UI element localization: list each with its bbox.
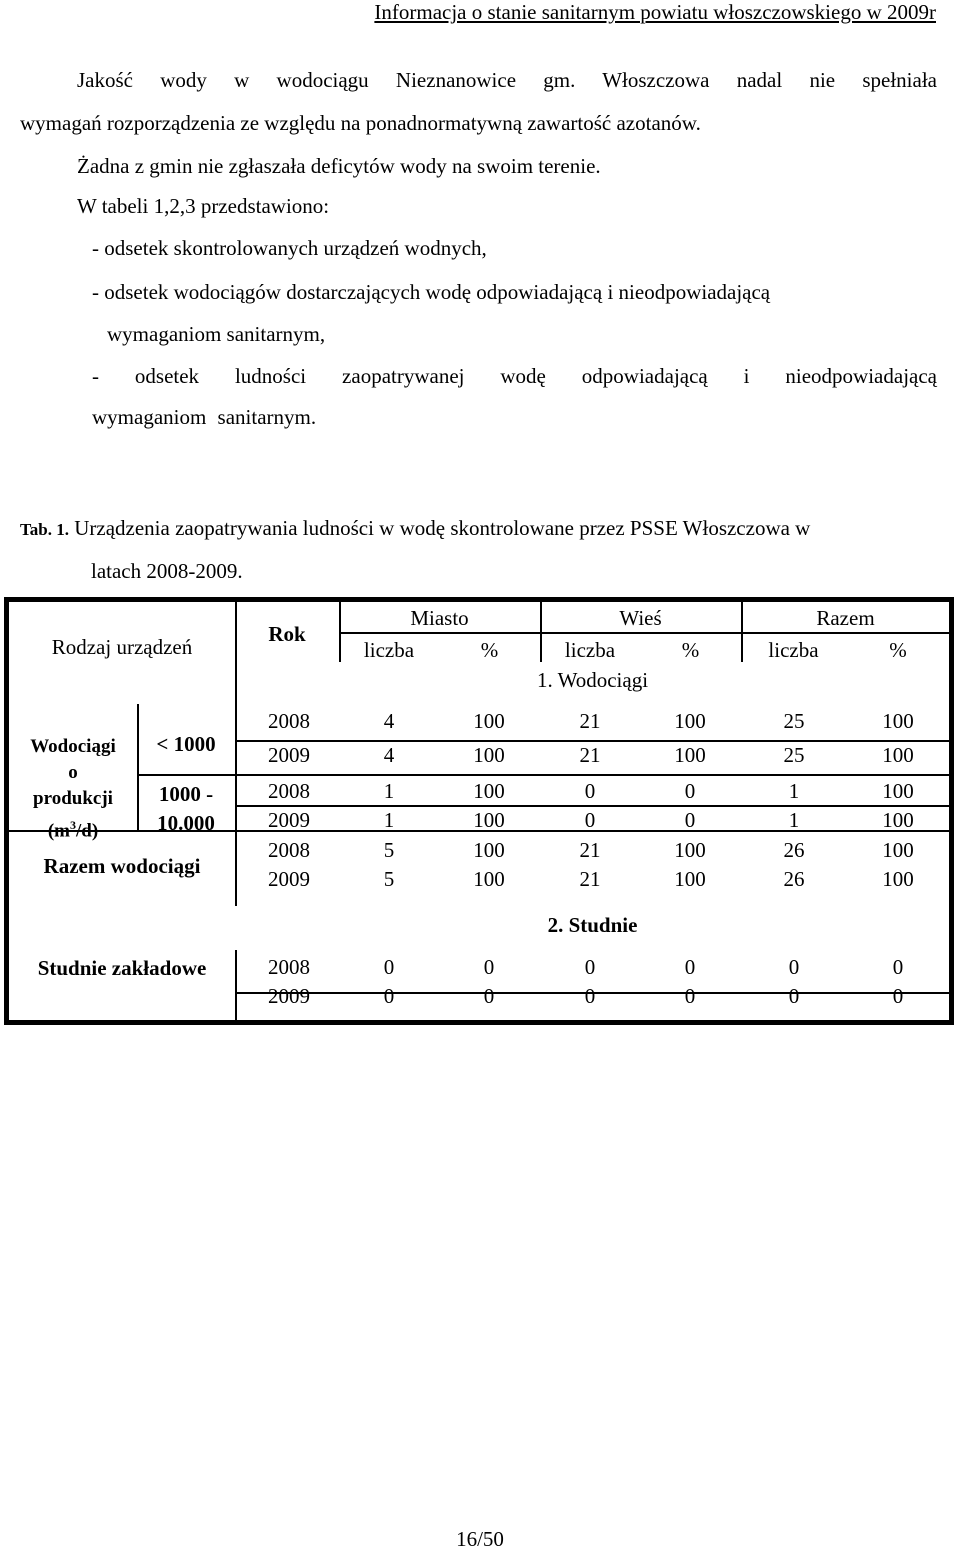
table-cell: 0: [584, 984, 596, 1008]
paragraph-line: W tabeli 1,2,3 przedstawiono:: [77, 194, 330, 218]
table-cell: 100: [674, 867, 706, 891]
paragraph-line: wymagań rozporządzenia ze względu na ponadnormatywną zawartość azotanów.: [20, 111, 701, 135]
section-studnie: 2. Studnie: [547, 913, 638, 937]
table-cell: 21: [579, 838, 601, 862]
unit-sup: 3: [69, 818, 76, 832]
list-item-continuation: wymaganiom sanitarnym.: [92, 405, 317, 429]
table-cell: 0: [684, 808, 696, 832]
cell-year: 2008: [268, 709, 310, 733]
cell-year: 2008: [268, 838, 310, 862]
subgroup-line: 1000 -: [158, 782, 214, 806]
unit-post: /d): [75, 820, 99, 842]
table-border: [235, 774, 950, 776]
table-cell: 100: [473, 808, 505, 832]
header-miasto-liczba: liczba: [363, 638, 415, 662]
group-wodociagi-o-produkcji: [9, 734, 137, 844]
table-cell: 25: [783, 709, 805, 733]
table-cell: 5: [383, 838, 395, 862]
table-cell: 1: [788, 808, 800, 832]
header-rok: Rok: [268, 622, 306, 646]
page-number: 16/50: [456, 1527, 504, 1551]
table-cell: 26: [783, 838, 805, 862]
table-border: [235, 950, 237, 1025]
table-cell: 100: [473, 867, 505, 891]
header-miasto-pct: %: [480, 638, 499, 662]
table-cell: 100: [473, 709, 505, 733]
subgroup-line: 10.000: [157, 811, 215, 835]
paragraph-line: Jakość wody w wodociągu Nieznanowice gm. Włoszczowa nadal nie spełniała: [77, 68, 937, 92]
header-razem-liczba: liczba: [768, 638, 819, 662]
table-cell: 5: [383, 867, 395, 891]
razem-wodociagi: Razem wodociągi: [43, 854, 201, 878]
list-item-continuation: wymaganiom sanitarnym,: [107, 322, 326, 346]
header-wies-liczba: liczba: [564, 638, 616, 662]
caption-label: Tab. 1.: [20, 520, 69, 539]
table-cell: 1: [383, 808, 395, 832]
table-cell: 100: [882, 808, 914, 832]
table-cell: 26: [783, 867, 805, 891]
unit-pre: (m: [47, 820, 70, 842]
table-cell: 0: [383, 984, 395, 1008]
table-cell: 0: [584, 779, 596, 803]
list-item: - odsetek ludności zaopatrywanej wodę odpowiadającą i nieodpowiadającą: [92, 364, 937, 388]
caption-text: Urządzenia zaopatrywania ludności w wodę skontrolowane przez PSSE Włoszczowa w: [74, 516, 811, 540]
table-cell: 21: [579, 709, 601, 733]
table-cell: 0: [684, 955, 696, 979]
group-label-line: o: [68, 762, 78, 783]
table-cell: 0: [788, 955, 800, 979]
table-cell: 100: [882, 709, 914, 733]
cell-year: 2008: [268, 779, 310, 803]
table-caption-continuation: latach 2008-2009.: [91, 559, 243, 583]
table-border: [137, 774, 235, 776]
table-cell: 100: [473, 838, 505, 862]
paragraph-line: Żadna z gmin nie zgłaszała deficytów wody na swoim terenie.: [77, 154, 601, 178]
list-item: - odsetek skontrolowanych urządzeń wodnych,: [92, 236, 487, 260]
group-label-line: Wodociągi: [30, 736, 116, 757]
section-wodociagi: 1. Wodociągi: [536, 668, 649, 692]
list-item: - odsetek wodociągów dostarczających wodę odpowiadającą i nieodpowiadającą: [92, 280, 771, 304]
table-cell: 1: [383, 779, 395, 803]
header-wies: Wieś: [619, 606, 662, 630]
subgroup-1000-10000: [137, 780, 235, 838]
group-label-unit: [9, 812, 137, 844]
table-cell: 4: [383, 709, 395, 733]
header-razem-pct: %: [889, 638, 907, 662]
water-devices-table: [4, 597, 954, 1025]
header-miasto: Miasto: [410, 606, 469, 630]
table-cell: 0: [483, 984, 495, 1008]
table-cell: 0: [684, 779, 696, 803]
running-header: Informacja o stanie sanitarnym powiatu włoszczowskiego w 2009r: [374, 0, 936, 24]
table-cell: 0: [892, 955, 904, 979]
table-border: [235, 805, 950, 807]
table-border: [235, 602, 237, 906]
cell-year: 2009: [268, 984, 310, 1008]
table-cell: 100: [674, 838, 706, 862]
table-cell: 4: [383, 743, 395, 767]
table-cell: 100: [882, 838, 914, 862]
table-cell: 100: [882, 779, 914, 803]
table-cell: 0: [383, 955, 395, 979]
table-cell: 100: [882, 743, 914, 767]
table-cell: 100: [473, 743, 505, 767]
table-caption: [20, 516, 810, 541]
table-cell: 0: [684, 984, 696, 1008]
cell-year: 2009: [268, 743, 310, 767]
table-cell: 0: [892, 984, 904, 1008]
table-border: [339, 632, 950, 634]
cell-year: 2009: [268, 867, 310, 891]
table-cell: 21: [579, 743, 601, 767]
header-wies-pct: %: [681, 638, 700, 662]
group-label-line: produkcji: [33, 788, 113, 809]
table-cell: 0: [788, 984, 800, 1008]
table-cell: 21: [579, 867, 601, 891]
cell-year: 2008: [268, 955, 310, 979]
header-rodzaj-urzadzen: Rodzaj urządzeń: [51, 635, 193, 659]
table-cell: 1: [788, 779, 800, 803]
subgroup-below-1000: < 1000: [156, 732, 216, 756]
table-cell: 25: [783, 743, 805, 767]
table-cell: 100: [882, 867, 914, 891]
table-cell: 0: [584, 808, 596, 832]
table-cell: 100: [473, 779, 505, 803]
cell-year: 2009: [268, 808, 310, 832]
table-cell: 100: [674, 743, 706, 767]
table-cell: 100: [674, 709, 706, 733]
studnie-zakladowe: Studnie zakładowe: [37, 956, 207, 980]
table-border: [235, 740, 950, 742]
table-cell: 0: [483, 955, 495, 979]
table-cell: 0: [584, 955, 596, 979]
header-razem: Razem: [816, 606, 875, 630]
